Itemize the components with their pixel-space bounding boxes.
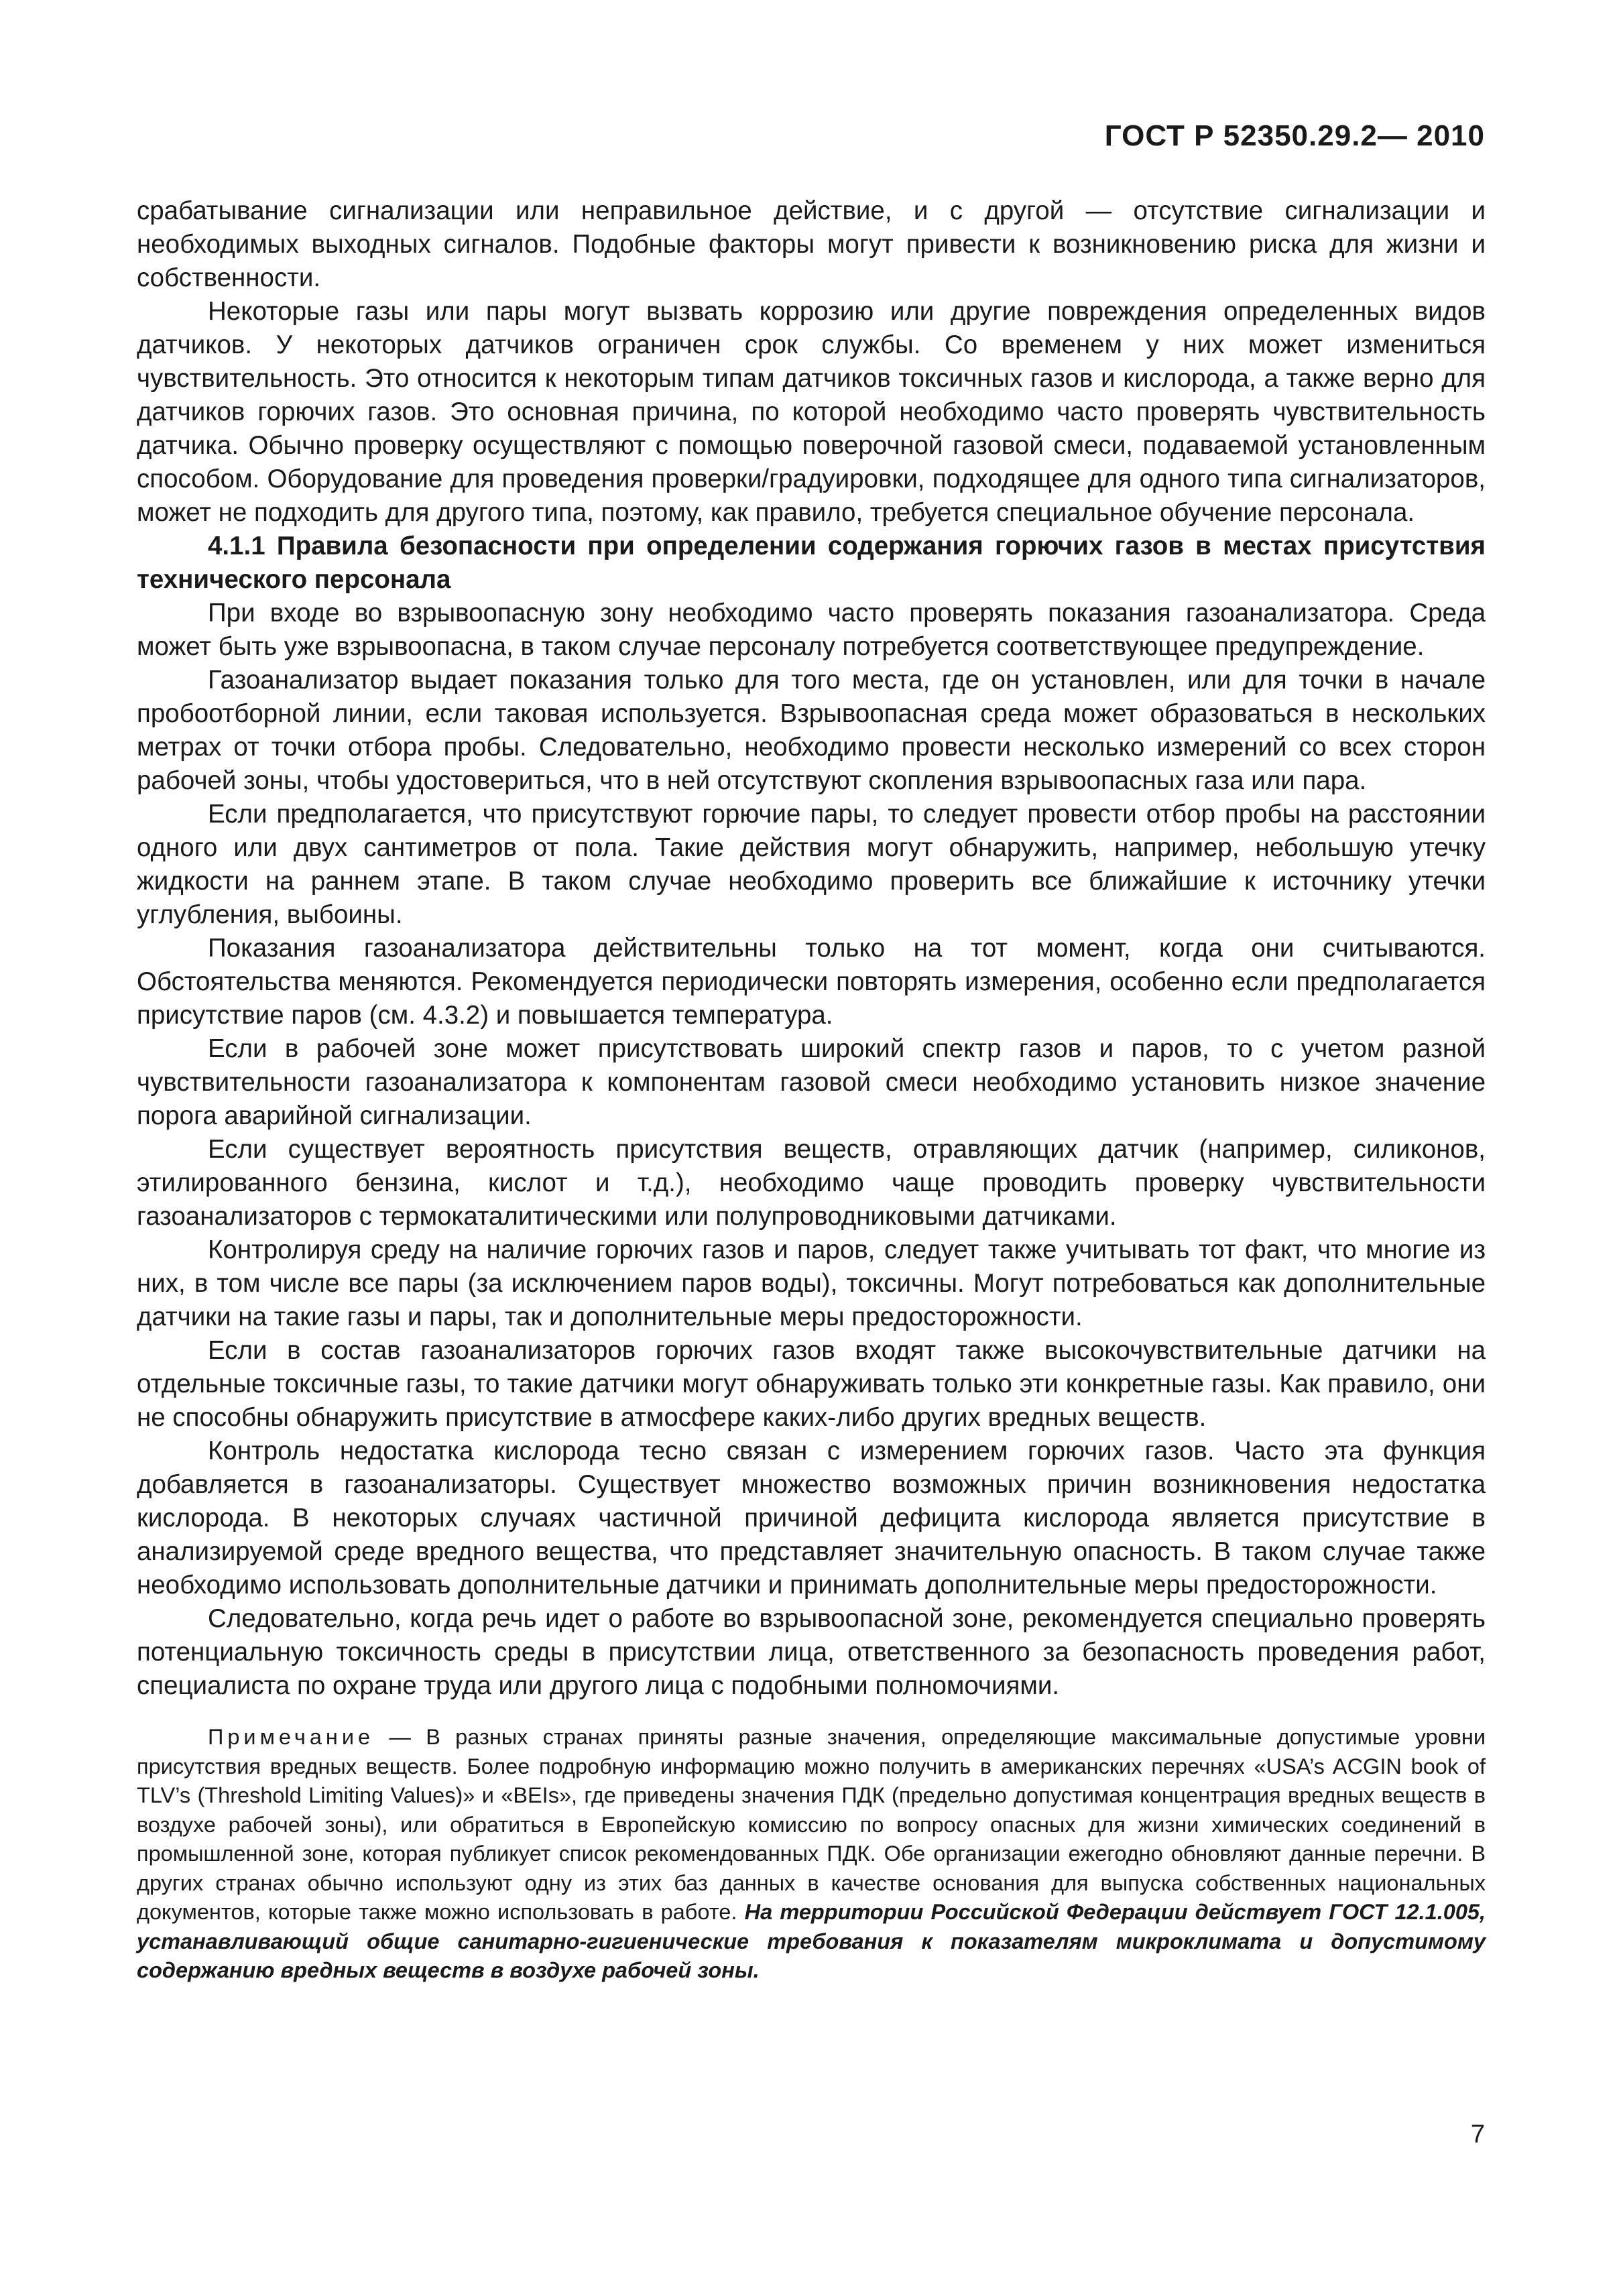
section-paragraph: Контролируя среду на наличие горючих газов и паров, следует также учитывать тот факт, что многие из них, в том числе все пары (за исключением паров воды), токсичны. Могут потребоваться как дополнительные датчики на такие газы и пары, так и дополнительные меры предосторожности.: [137, 1235, 1486, 1331]
section-paragraph: Если в состав газоанализаторов горючих газов входят также высокочувствительные датчики на отдельные токсичные газы, то такие датчики могут обнаруживать только эти конкретные газы. Как правило, они не способны обнаружить присутствие в атмосфере каких-либо других вредных веществ.: [137, 1336, 1486, 1432]
note-bold-text: На территории Российской Федерации действует ГОСТ 12.1.005, устанавливающий общие санитарно-гигиенические требования к показателям микроклимата и допустимому содержанию вредных веществ в воздухе рабочей зоны.: [137, 1900, 1486, 1982]
note-text: В разных странах приняты разные значения, определяющие максимальные допустимые уровни присутствия вредных веществ. Более подробную информацию можно получить в американских перечнях «USA’s ACGIN book of TLV’s (Threshold Limiting Values)» и «BEIs», где приведены значения ПДК (предельно допустимая концентрация вредных веществ в воздухе рабочей зоны), или обратиться в Европейскую комиссию по вопросу опасных для жизни химических соединений в промышленной зоне, которая публикует список рекомендованных ПДК. Обе организации ежегодно обновляют данные перечни. В других странах обычно используют одну из этих баз данных в качестве основания для выпуска собственных национальных документов, которые также можно использовать в работе.: [137, 1725, 1486, 1924]
section-paragraph: Если существует вероятность присутствия веществ, отравляющих датчик (например, силиконов, этилированного бензина, кислот и т.д.), необходимо чаще проводить проверку чувствительности газоанализаторов с термокаталитическими или полупроводниковыми датчиками.: [137, 1135, 1486, 1231]
paragraph: Некоторые газы или пары могут вызвать коррозию или другие повреждения определенных видов датчиков. У некоторых датчиков ограничен срок службы. Со временем у них может измениться чувствительность. Это относится к некоторым типам датчиков токсичных газов и кислорода, а также верно для датчиков горючих газов. Это основная причина, по которой необходимо часто проверять чувствительность датчика. Обычно проверку осуществляют с помощью поверочной газовой смеси, подаваемой установленным способом. Оборудование для проведения проверки/градуировки, подходящее для одного типа сигнализаторов, может не подходить для другого типа, поэтому, как правило, требуется специальное обучение персонала.: [137, 297, 1486, 527]
section-paragraph: Следовательно, когда речь идет о работе во взрывоопасной зоне, рекомендуется специально проверять потенциальную токсичность среды в присутствии лица, ответственного за безопасность проведения работ, специалиста по охране труда или другого лица с подобными полномочиями.: [137, 1604, 1486, 1700]
section-heading: 4.1.1 Правила безопасности при определении содержания горючих газов в местах присутствия технического персонала: [137, 532, 1486, 594]
section-paragraph: При входе во взрывоопасную зону необходимо часто проверять показания газоанализатора. Среда может быть уже взрывоопасна, в таком случае персоналу потребуется соответствующее предупреждение.: [137, 599, 1486, 661]
section-paragraph: Если в рабочей зоне может присутствовать широкий спектр газов и паров, то с учетом разной чувствительности газоанализатора к компонентам газовой смеси необходимо установить низкое значение порога аварийной сигнализации.: [137, 1034, 1486, 1130]
page-number: 7: [1470, 2120, 1485, 2149]
document-body: [137, 194, 1486, 1986]
paragraph-continued: срабатывание сигнализации или неправильное действие, и с другой — отсутствие сигнализации и необходимых выходных сигналов. Подобные факторы могут привести к возникновению риска для жизни и собственности.: [137, 196, 1486, 292]
note-label: Примечание: [208, 1725, 375, 1749]
section-paragraph: Если предполагается, что присутствуют горючие пары, то следует провести отбор пробы на расстоянии одного или двух сантиметров от пола. Такие действия могут обнаружить, например, небольшую утечку жидкости на раннем этапе. В таком случае необходимо проверить все ближайшие к источнику утечки углубления, выбоины.: [137, 800, 1486, 929]
section-paragraph: Показания газоанализатора действительны только на тот момент, когда они считываются. Обстоятельства меняются. Рекомендуется периодически повторять измерения, особенно если предполагается присутствие паров (см. 4.3.2) и повышается температура.: [137, 934, 1486, 1030]
section-paragraph: Газоанализатор выдает показания только для того места, где он установлен, или для точки в начале пробоотборной линии, если таковая используется. Взрывоопасная среда может образоваться в нескольких метрах от точки отбора пробы. Следовательно, необходимо провести несколько измерений со всех сторон рабочей зоны, чтобы удостовериться, что в ней отсутствуют скопления взрывоопасных газа или пара.: [137, 666, 1486, 795]
note-block: [137, 1723, 1486, 1986]
section-paragraph: Контроль недостатка кислорода тесно связан с измерением горючих газов. Часто эта функция добавляется в газоанализаторы. Существует множество возможных причин возникновения недостатка кислорода. В некоторых случаях частичной причиной дефицита кислорода является присутствие в анализируемой среде вредного вещества, что представляет значительную опасность. В таком случае также необходимо использовать дополнительные датчики и принимать дополнительные меры предосторожности.: [137, 1437, 1486, 1599]
standard-header: ГОСТ Р 52350.29.2— 2010: [1104, 119, 1485, 152]
note-dash: —: [374, 1725, 426, 1749]
